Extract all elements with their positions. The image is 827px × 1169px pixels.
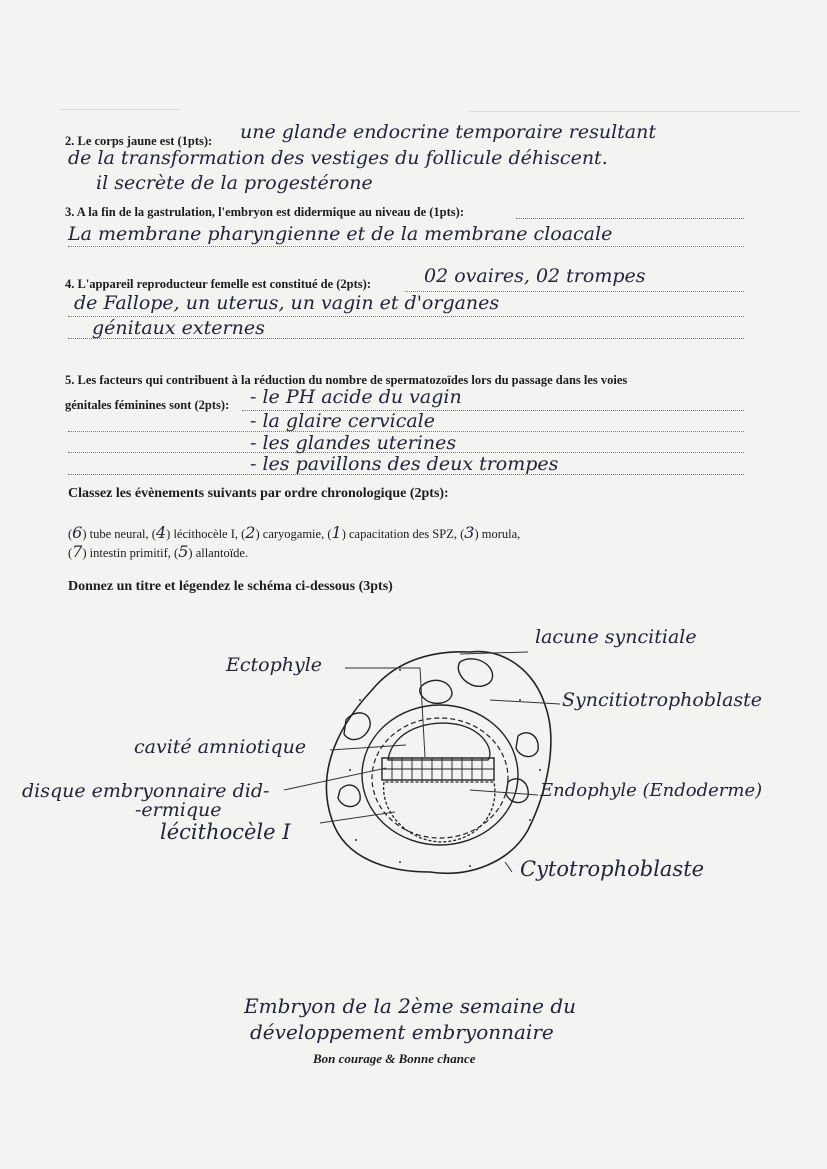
label-disque-line-2: -ermique — [135, 799, 222, 821]
event-label: allantoïde. — [192, 546, 249, 560]
event-order-number: 4 — [155, 523, 167, 542]
label-lecithocele: lécithocèle I — [160, 820, 291, 844]
event-list-line-2: (7) intestin primitif, (5) allantoïde. — [68, 542, 249, 561]
q7-title: Donnez un titre et légendez le schéma ci-dessous (3pts) — [68, 579, 393, 594]
q4-prompt: 4. L'appareil reproducteur femelle est constitué de (2pts): — [65, 277, 371, 291]
q2-answer-line-1: une glande endocrine temporaire resultant — [240, 121, 656, 143]
footer-message: Bon courage & Bonne chance — [313, 1051, 476, 1066]
event-label: intestin primitif, — [86, 546, 171, 560]
event-order-number: 6 — [72, 523, 83, 542]
label-disque-line-1: disque embryonnaire did- — [22, 780, 270, 802]
q4-answer-line-2: de Fallope, un uterus, un vagin et d'organes — [74, 292, 500, 314]
event-label: lécithocèle I, — [170, 527, 238, 541]
q4-answer-line-3: génitaux externes — [92, 317, 265, 339]
lacuna-shape — [344, 713, 370, 740]
q5-prompt-line-2: génitales féminines sont (2pts): — [65, 398, 230, 412]
lacuna-shape — [516, 733, 538, 757]
lacuna-shape — [338, 785, 360, 807]
q2-answer-line-3: il secrète de la progestérone — [96, 172, 373, 194]
label-cytotrophoblaste: Cytotrophoblaste — [520, 857, 705, 881]
event-label: tube neural, — [86, 527, 149, 541]
lacuna-shape — [458, 659, 492, 687]
event-label: capacitation des SPZ, — [345, 527, 457, 541]
q3-prompt: 3. A la fin de la gastrulation, l'embryon est didermique au niveau de (1pts): — [65, 205, 464, 219]
diagram-title-line-1: Embryon de la 2ème semaine du — [244, 994, 577, 1018]
label-cavite-amniotique: cavité amniotique — [134, 736, 307, 758]
label-endophyle: Endophyle (Endoderme) — [540, 780, 763, 801]
label-syncitiotrophoblaste: Syncitiotrophoblaste — [562, 689, 763, 711]
q5-answer-1: - le PH acide du vagin — [250, 386, 462, 408]
q5-answer-3: - les glandes uterines — [250, 432, 457, 454]
q5-answer-2: - la glaire cervicale — [250, 410, 435, 432]
event-order-number: 1 — [331, 523, 342, 542]
q6-title: Classez les évènements suivants par ordre chronologique (2pts): — [68, 486, 449, 501]
q3-answer: La membrane pharyngienne et de la membrane cloacale — [68, 223, 613, 245]
q2-prompt: 2. Le corps jaune est (1pts): — [65, 134, 213, 148]
q5-answer-4: - les pavillons des deux trompes — [250, 453, 559, 475]
event-label: morula, — [478, 527, 521, 541]
event-order-number: 7 — [72, 542, 83, 561]
q2-answer-line-2: de la transformation des vestiges du follicule déhiscent. — [68, 147, 608, 169]
amniotic-cavity — [388, 723, 490, 760]
label-lacune: lacune syncitiale — [535, 626, 697, 648]
event-label: caryogamie, — [259, 527, 325, 541]
q4-answer-line-1: 02 ovaires, 02 trompes — [424, 265, 646, 287]
event-order-number: 5 — [178, 542, 189, 561]
diagram-title-line-2: développement embryonnaire — [250, 1020, 554, 1044]
lacuna-shape — [420, 680, 452, 703]
event-order-number: 3 — [464, 523, 475, 542]
event-list-line-1: (6) tube neural, (4) lécithocèle I, (2) caryogamie, (1) capacitation des SPZ, (3) morula, — [68, 523, 521, 542]
label-ectophyle: Ectophyle — [226, 654, 323, 676]
q5-prompt-line-1: 5. Les facteurs qui contribuent à la réduction du nombre de spermatozoïdes lors du passage dans les voies — [65, 373, 628, 387]
event-order-number: 2 — [245, 523, 256, 542]
